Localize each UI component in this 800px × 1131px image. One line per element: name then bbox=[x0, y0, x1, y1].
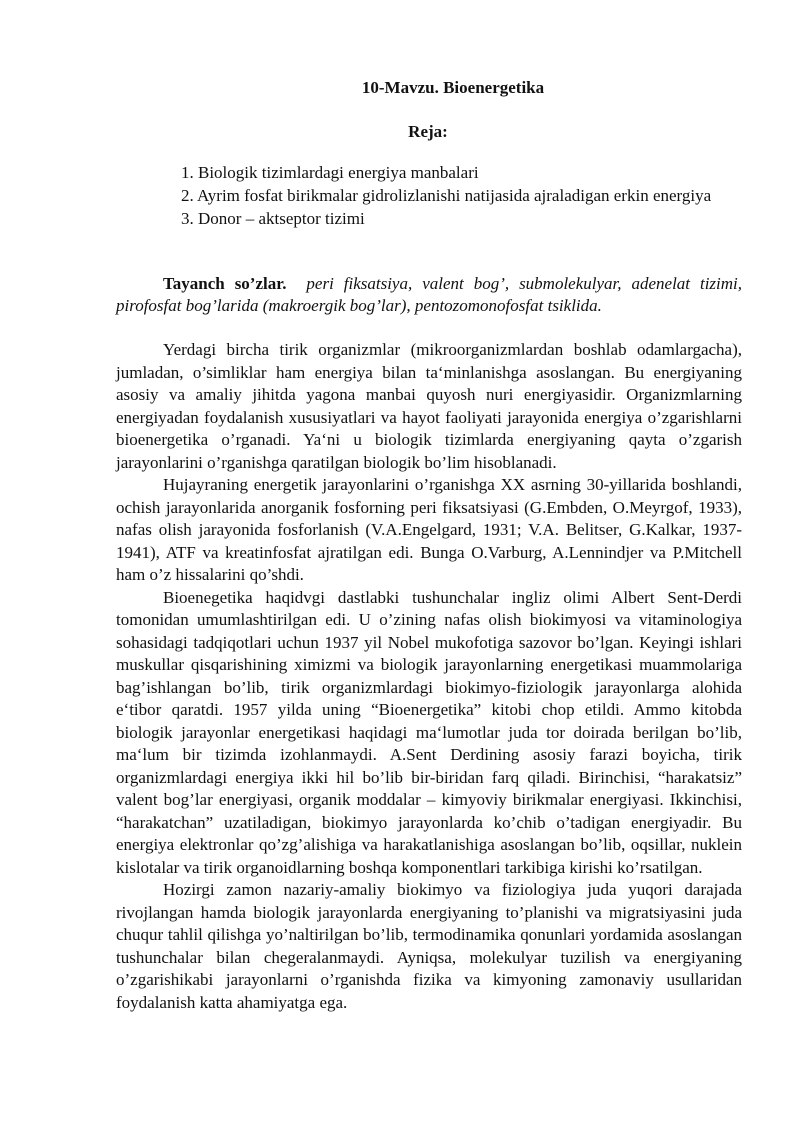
paragraph: Bioenegetika haqidvgi dastlabki tushunchalar ingliz olimi Albert Sent-Derdi tomonidan umumlashtirilgan edi. U o’zining nafas olish biokimyosi va vitaminologiya sohasidagi tadqiqotlari uchun 1937 yil Nobel mukofotiga sazovor bo’lgan. Keyingi ishlari muskullar qisqarishining ximizmi va biologik jarayonlarning energetikasi muammolariga bag’ishlangan bo’lib, tirik organizmlardagi biokimyo-fiziologik jarayonlarga alohida e‘tibor qaratdi. 1957 yilda uning “Bioenergetika” kitobi chop etildi. Ammo kitobda biologik jarayonlar energetikasi haqidagi ma‘lumotlar juda tor doirada berilgan bo’lib, ma‘lum bir tizimda izohlanmaydi. A.Sent Derdining asosiy farazi boyicha, tirik organizmlardagi energiya ikki hil bo’lib bir-biridan farq qiladi. Birinchisi, “harakatsiz” valent bog’lar energiyasi, organik moddalar – kimyoviy birikmalar energiyasi. Ikkinchisi, “harakatchan” uzatiladigan, biokimyo jarayonlarda ko’chib o’tadigan energiyadir. Bu energiya elektronlar qo’zg’alishiga va harakatlanishiga asoslangan bo’lib, oqsillar, nuklein kislotalar va tirik organoidlarning boshqa komponentlari tarkibiga kirishi ko’rsatilgan. bbox=[116, 587, 742, 877]
paragraph: Hujayraning energetik jarayonlarini o’rganishga XX asrning 30-yillarida boshlandi, ochish jarayonlarida anorganik fosforning peri fiksatsiyasi (G.Embden, O.Meyrgof, 1933), nafas olish jarayonida fosforlanish (V.A.Engelgard, 1931; V.A. Belitser, G.Kalkar, 1937-1941), ATF va kreatinfosfat ajratilgan edi. Bunga O.Varburg, A.Lennindjer va P.Mitchell ham o’z hissalarini qo’shdi. bbox=[116, 475, 742, 584]
document-title: 10-Mavzu. Bioenergetika bbox=[361, 78, 545, 97]
plan-list bbox=[181, 161, 721, 230]
paragraph: Hozirgi zamon nazariy-amaliy biokimyo va fiziologiya juda yuqori darajada rivojlangan hamda biologik jarayonlarda energiyaning to’planishi va migratsiyasini juda chuqur tahlil qilishga yo’naltirilgan bo’lib, termodinamika qonunlari yordamida asoslangan tushunchalar bilan chegeralanmaydi. Ayniqsa, molekulyar tuzilish va energiyaning o’zgarishikabi jarayonlarni o’rganishda fizika va kimyoning zamonaviy usullaridan foydalanish katta ahamiyatga ega. bbox=[116, 880, 742, 1012]
plan-item: 2. Ayrim fosfat birikmalar gidrolizlanishi natijasida ajraladigan erkin energiya bbox=[181, 186, 712, 205]
paragraph: Yerdagi bircha tirik organizmlar (mikroorganizmlardan boshlab odamlargacha), jumladan, o’simliklar ham energiya bilan ta‘minlanishga asoslangan. Bu energiyaning asosiy va amaliy jihitda yagona manbai quyosh nuri energiyasidir. Organizmlarning energiyadan foydalanish xususiyatlari va hayot faoliyati jarayonida energiya o’zgarishlarni bioenergetika o’rganadi. Ya‘ni u biologik tizimlarda energiyaning qayta o’zgarish jarayonlarini o’rganishga qaratilgan biologik bo’lim hisoblanadi. bbox=[116, 340, 742, 472]
keywords-paragraph bbox=[116, 273, 742, 317]
keywords-text: peri fiksatsiya, valent bog’, submolekulyar, adenelat tizimi, pirofosfat bog’larida (makroergik bog’lar), pentozomonofosfat tsiklida. bbox=[116, 274, 743, 315]
body-text bbox=[116, 339, 742, 1014]
plan-item: 1. Biologik tizimlardagi energiya manbalari bbox=[181, 163, 479, 182]
plan-heading: Reja: bbox=[408, 122, 448, 141]
plan-item: 3. Donor – aktseptor tizimi bbox=[181, 209, 365, 228]
keywords-label: Tayanch so’zlar. bbox=[163, 274, 287, 293]
